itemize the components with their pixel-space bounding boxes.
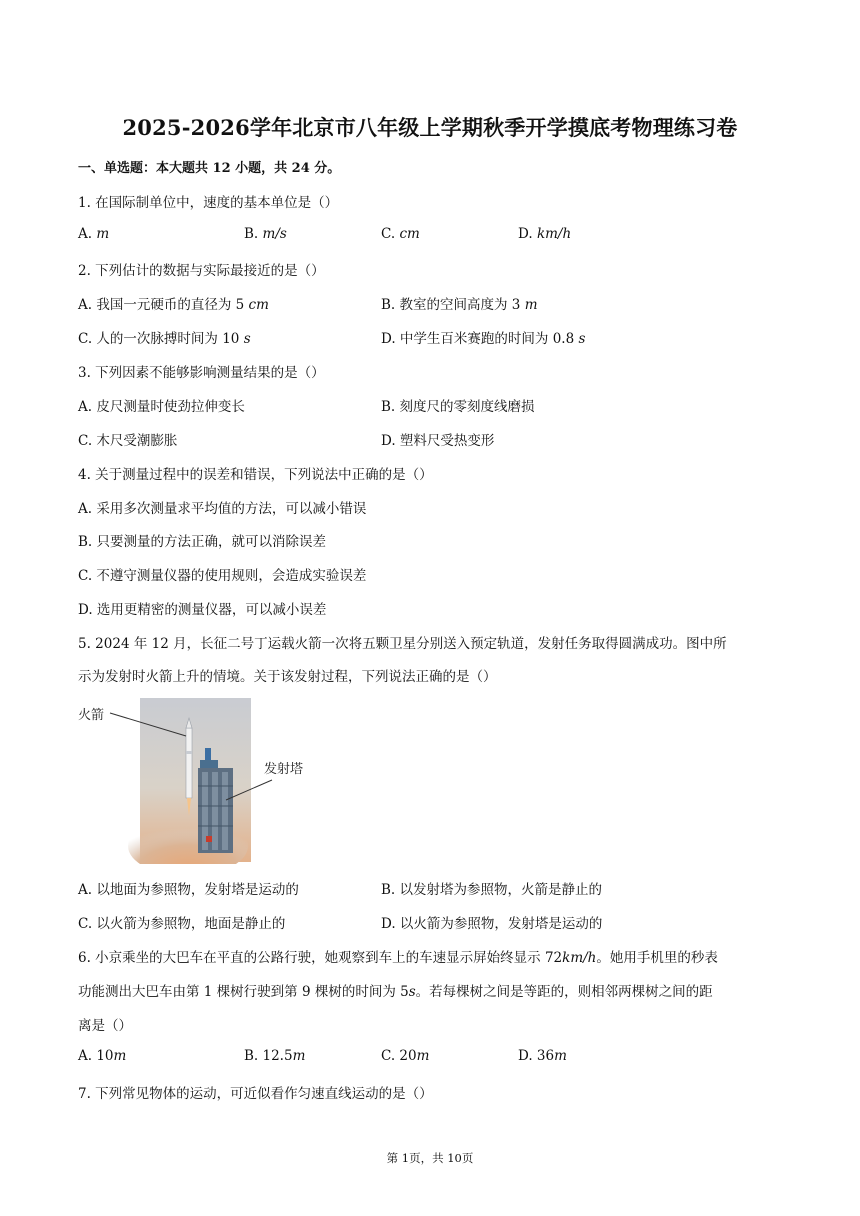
- question-3-stem: 3. 下列因素不能够影响测量结果的是（）: [78, 365, 325, 381]
- q6-option-d: D. 36m: [518, 1048, 567, 1064]
- q3-option-a: A. 皮尺测量时使劲拉伸变长: [78, 399, 245, 415]
- question-6-stem-line-3: 离是（）: [78, 1018, 132, 1034]
- question-2-stem: 2. 下列估计的数据与实际最接近的是（）: [78, 263, 325, 279]
- question-5-stem-line-2: 示为发射时火箭上升的情境。关于该发射过程，下列说法正确的是（）: [78, 669, 497, 685]
- q5-option-a: A. 以地面为参照物，发射塔是运动的: [78, 882, 299, 898]
- section-heading: 一、单选题：本大题共 12 小题，共 24 分。: [78, 161, 341, 176]
- q1-option-b: B. m/s: [244, 226, 287, 242]
- question-7-stem: 7. 下列常见物体的运动，可近似看作匀速直线运动的是（）: [78, 1086, 433, 1102]
- q1-option-a: A. m: [78, 226, 110, 242]
- rocket-launch-figure: [76, 696, 316, 864]
- rocket-label: 火箭: [78, 708, 105, 723]
- q4-option-d: D. 选用更精密的测量仪器，可以减小误差: [78, 602, 327, 618]
- q1-option-d: D. km/h: [518, 226, 572, 242]
- q2-option-c: C. 人的一次脉搏时间为 10 s: [78, 331, 251, 347]
- page-title: 2025-2026学年北京市八年级上学期秋季开学摸底考物理练习卷: [122, 115, 738, 140]
- q5-option-b: B. 以发射塔为参照物，火箭是静止的: [381, 882, 603, 898]
- q2-option-d: D. 中学生百米赛跑的时间为 0.8 s: [381, 331, 586, 347]
- q6-option-b: B. 12.5m: [244, 1048, 306, 1064]
- q5-option-c: C. 以火箭为参照物，地面是静止的: [78, 916, 286, 932]
- question-6-stem-line-1: 6. 小京乘坐的大巴车在平直的公路行驶，她观察到车上的车速显示屏始终显示 72km/h。她用手机里的秒表: [78, 950, 718, 966]
- q3-option-b: B. 刻度尺的零刻度线磨损: [381, 399, 535, 415]
- question-5-stem-line-1: 5. 2024 年 12 月，长征二号丁运载火箭一次将五颗卫星分别送入预定轨道，发射任务取得圆满成功。图中所: [78, 636, 727, 652]
- q4-option-c: C. 不遵守测量仪器的使用规则，会造成实验误差: [78, 568, 367, 584]
- q6-option-c: C. 20m: [381, 1048, 430, 1064]
- tower-label: 发射塔: [264, 762, 304, 777]
- q4-option-b: B. 只要测量的方法正确，就可以消除误差: [78, 534, 327, 550]
- q3-option-d: D. 塑料尺受热变形: [381, 433, 495, 449]
- page-footer: 第 1页，共 10页: [386, 1151, 474, 1165]
- q1-option-c: C. cm: [381, 226, 420, 242]
- q6-option-a: A. 10m: [78, 1048, 127, 1064]
- q3-option-c: C. 木尺受潮膨胀: [78, 433, 178, 449]
- question-6-stem-line-2: 功能测出大巴车由第 1 棵树行驶到第 9 棵树的时间为 5s。若每棵树之间是等距的，则相邻两棵树之间的距: [78, 984, 713, 1000]
- q4-option-a: A. 采用多次测量求平均值的方法，可以减小错误: [78, 501, 367, 517]
- q2-option-b: B. 教室的空间高度为 3 m: [381, 297, 538, 313]
- question-1-stem: 1. 在国际制单位中，速度的基本单位是（）: [78, 195, 339, 211]
- q2-option-a: A. 我国一元硬币的直径为 5 cm: [78, 297, 269, 313]
- q5-option-d: D. 以火箭为参照物，发射塔是运动的: [381, 916, 603, 932]
- question-4-stem: 4. 关于测量过程中的误差和错误，下列说法中正确的是（）: [78, 467, 433, 483]
